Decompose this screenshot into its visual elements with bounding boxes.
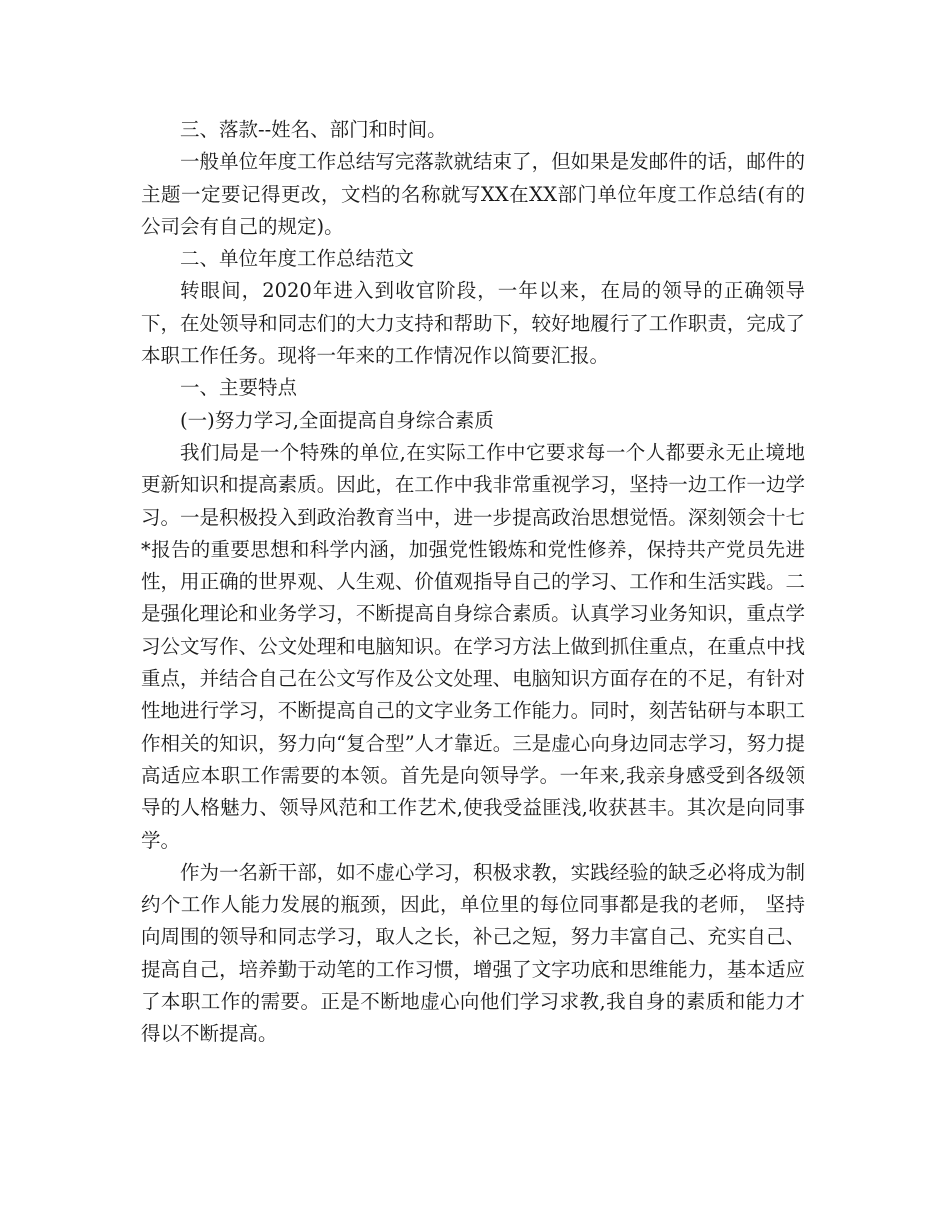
document-body (141, 114, 805, 1051)
section-heading-signature: 三、落款--姓名、部门和时间。 (180, 118, 447, 141)
paragraph-new-cadre: 作为一名新干部，如不虚心学习，积极求教，实践经验的缺乏必将成为制约个工作人能力发展的瓶颈，因此，单位里的每位同事都是我的老师， 坚持向周围的领导和同志学习，取人之长，补己之短，努力丰富自己、充实自己、提高自己，培养勤于动笔的工作习惯，增强了文字功底和思维能力，基本适应了本职工作的需要。正是不断地虚心向他们学习求教,我自身的素质和能力才得以不断提高。 (141, 860, 805, 1046)
paragraph-intro: 转眼间，2020年进入到收官阶段，一年以来，在局的领导的正确领导下，在处领导和同志们的大力支持和帮助下，较好地履行了工作职责，完成了本职工作任务。现将一年来的工作情况作以简要汇报。 (141, 279, 805, 368)
subsection-heading-study: (一)努力学习,全面提高自身综合素质 (180, 408, 494, 432)
section-heading-main-features: 一、主要特点 (180, 376, 298, 400)
section-heading-sample: 二、单位年度工作总结范文 (180, 247, 415, 271)
paragraph-study: 我们局是一个特殊的单位,在实际工作中它要求每一个人都要永无止境地更新知识和提高素质。因此，在工作中我非常重视学习，坚持一边工作一边学习。一是积极投入到政治教育当中，进一步提高政治思想觉悟。深刻领会十七*报告的重要思想和科学内涵，加强党性锻炼和党性修养，保持共产党员先进性，用正确的世界观、人生观、价值观指导自己的学习、工作和生活实践。二是强化理论和业务学习，不断提高自身综合素质。认真学习业务知识，重点学习公文写作、公文处理和电脑知识。在学习方法上做到抓住重点，在重点中找重点，并结合自己在公文写作及公文处理、电脑知识方面存在的不足，有针对性地进行学习，不断提高自己的文字业务工作能力。同时，刻苦钻研与本职工作相关的知识，努力向“复合型”人才靠近。三是虚心向身边同志学习，努力提高适应本职工作需要的本领。首先是向领导学。一年来,我亲身感受到各级领导的人格魅力、领导风范和工作艺术,使我受益匪浅,收获甚丰。其次是向同事学。 (141, 440, 805, 852)
paragraph-signature-note: 一般单位年度工作总结写完落款就结束了，但如果是发邮件的话，邮件的主题一定要记得更改，文档的名称就写XX在XX部门单位年度工作总结(有的公司会有自己的规定)。 (141, 150, 805, 238)
